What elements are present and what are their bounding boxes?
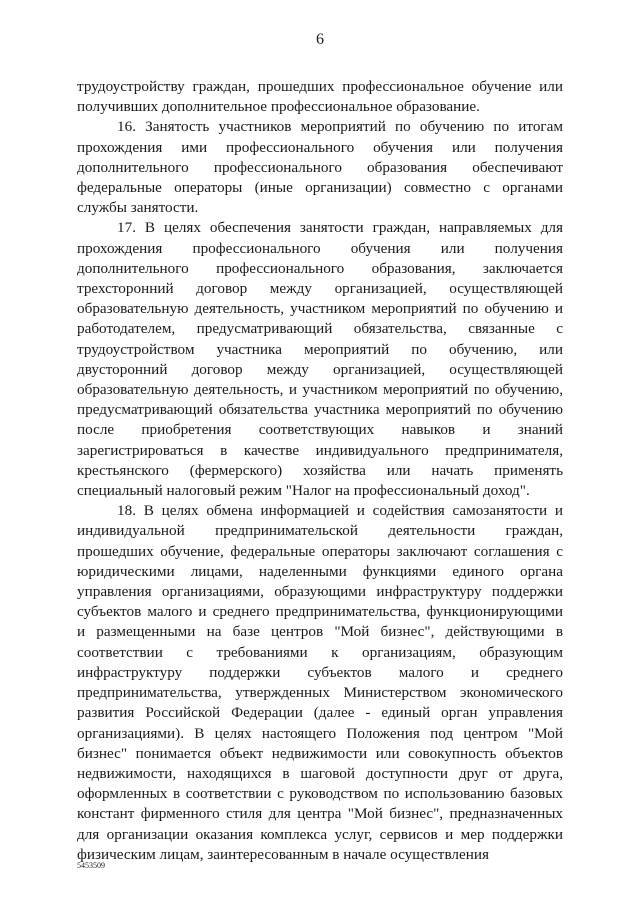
paragraph-17: 17. В целях обеспечения занятости граждан, направляемых для прохождения профессионального обучения или получения дополнительного профессионального образования, заключается трехсторонний договор между организацией, осуществляющей образовательную деятельность, участником мероприятий по обучению и работодателем, предусматривающий обязательства, связанные с трудоустройством участника мероприятий по обучению, или двусторонний договор между организацией, осуществляющей образовательную деятельность, и участником мероприятий по обучению, предусматривающий обязательства участника мероприятий по обучению после приобретения соответствующих навыков и знаний зарегистрироваться в качестве индивидуального предпринимателя, крестьянского (фермерского) хозяйства или начать применять специальный налоговый режим "Налог на профессиональный доход".	[77, 219, 563, 500]
paragraph-continuation: трудоустройству граждан, прошедших профессиональное обучение или получивших дополнительное профессиональное образование.	[77, 78, 563, 116]
paragraph-18: 18. В целях обмена информацией и содействия самозанятости и индивидуальной предпринимательской деятельности граждан, прошедших обучение, федеральные операторы заключают соглашения с юридическими лицами, наделенными функциями единого органа управления организациями, образующими инфраструктуру поддержки субъектов малого и среднего предпринимательства, функционирующими и размещенными на базе центров "Мой бизнес", действующими в соответствии с требованиями к организациям, образующим инфраструктуру поддержки субъектов малого и среднего предпринимательства, утвержденных Министерством экономического развития Российской Федерации (далее - единый орган управления организациями). В целях настоящего Положения под центром "Мой бизнес" понимается объект недвижимости или совокупность объектов недвижимости, находящихся в шаговой доступности друг от друга, оформленных в соответствии с руководством по использованию базовых констант фирменного стиля для центра "Мой бизнес", предназначенных для организации оказания комплекса услуг, сервисов и мер поддержки физическим лицам, заинтересованным в начале осуществления	[77, 502, 563, 863]
document-code: 5453509	[77, 861, 105, 870]
paragraph-16: 16. Занятость участников мероприятий по обучению по итогам прохождения ими профессионального обучения или получения дополнительного профессионального образования обеспечивают федеральные операторы (иные организации) совместно с органами службы занятости.	[77, 118, 563, 217]
document-body	[77, 77, 563, 865]
page-number: 6	[316, 31, 324, 48]
